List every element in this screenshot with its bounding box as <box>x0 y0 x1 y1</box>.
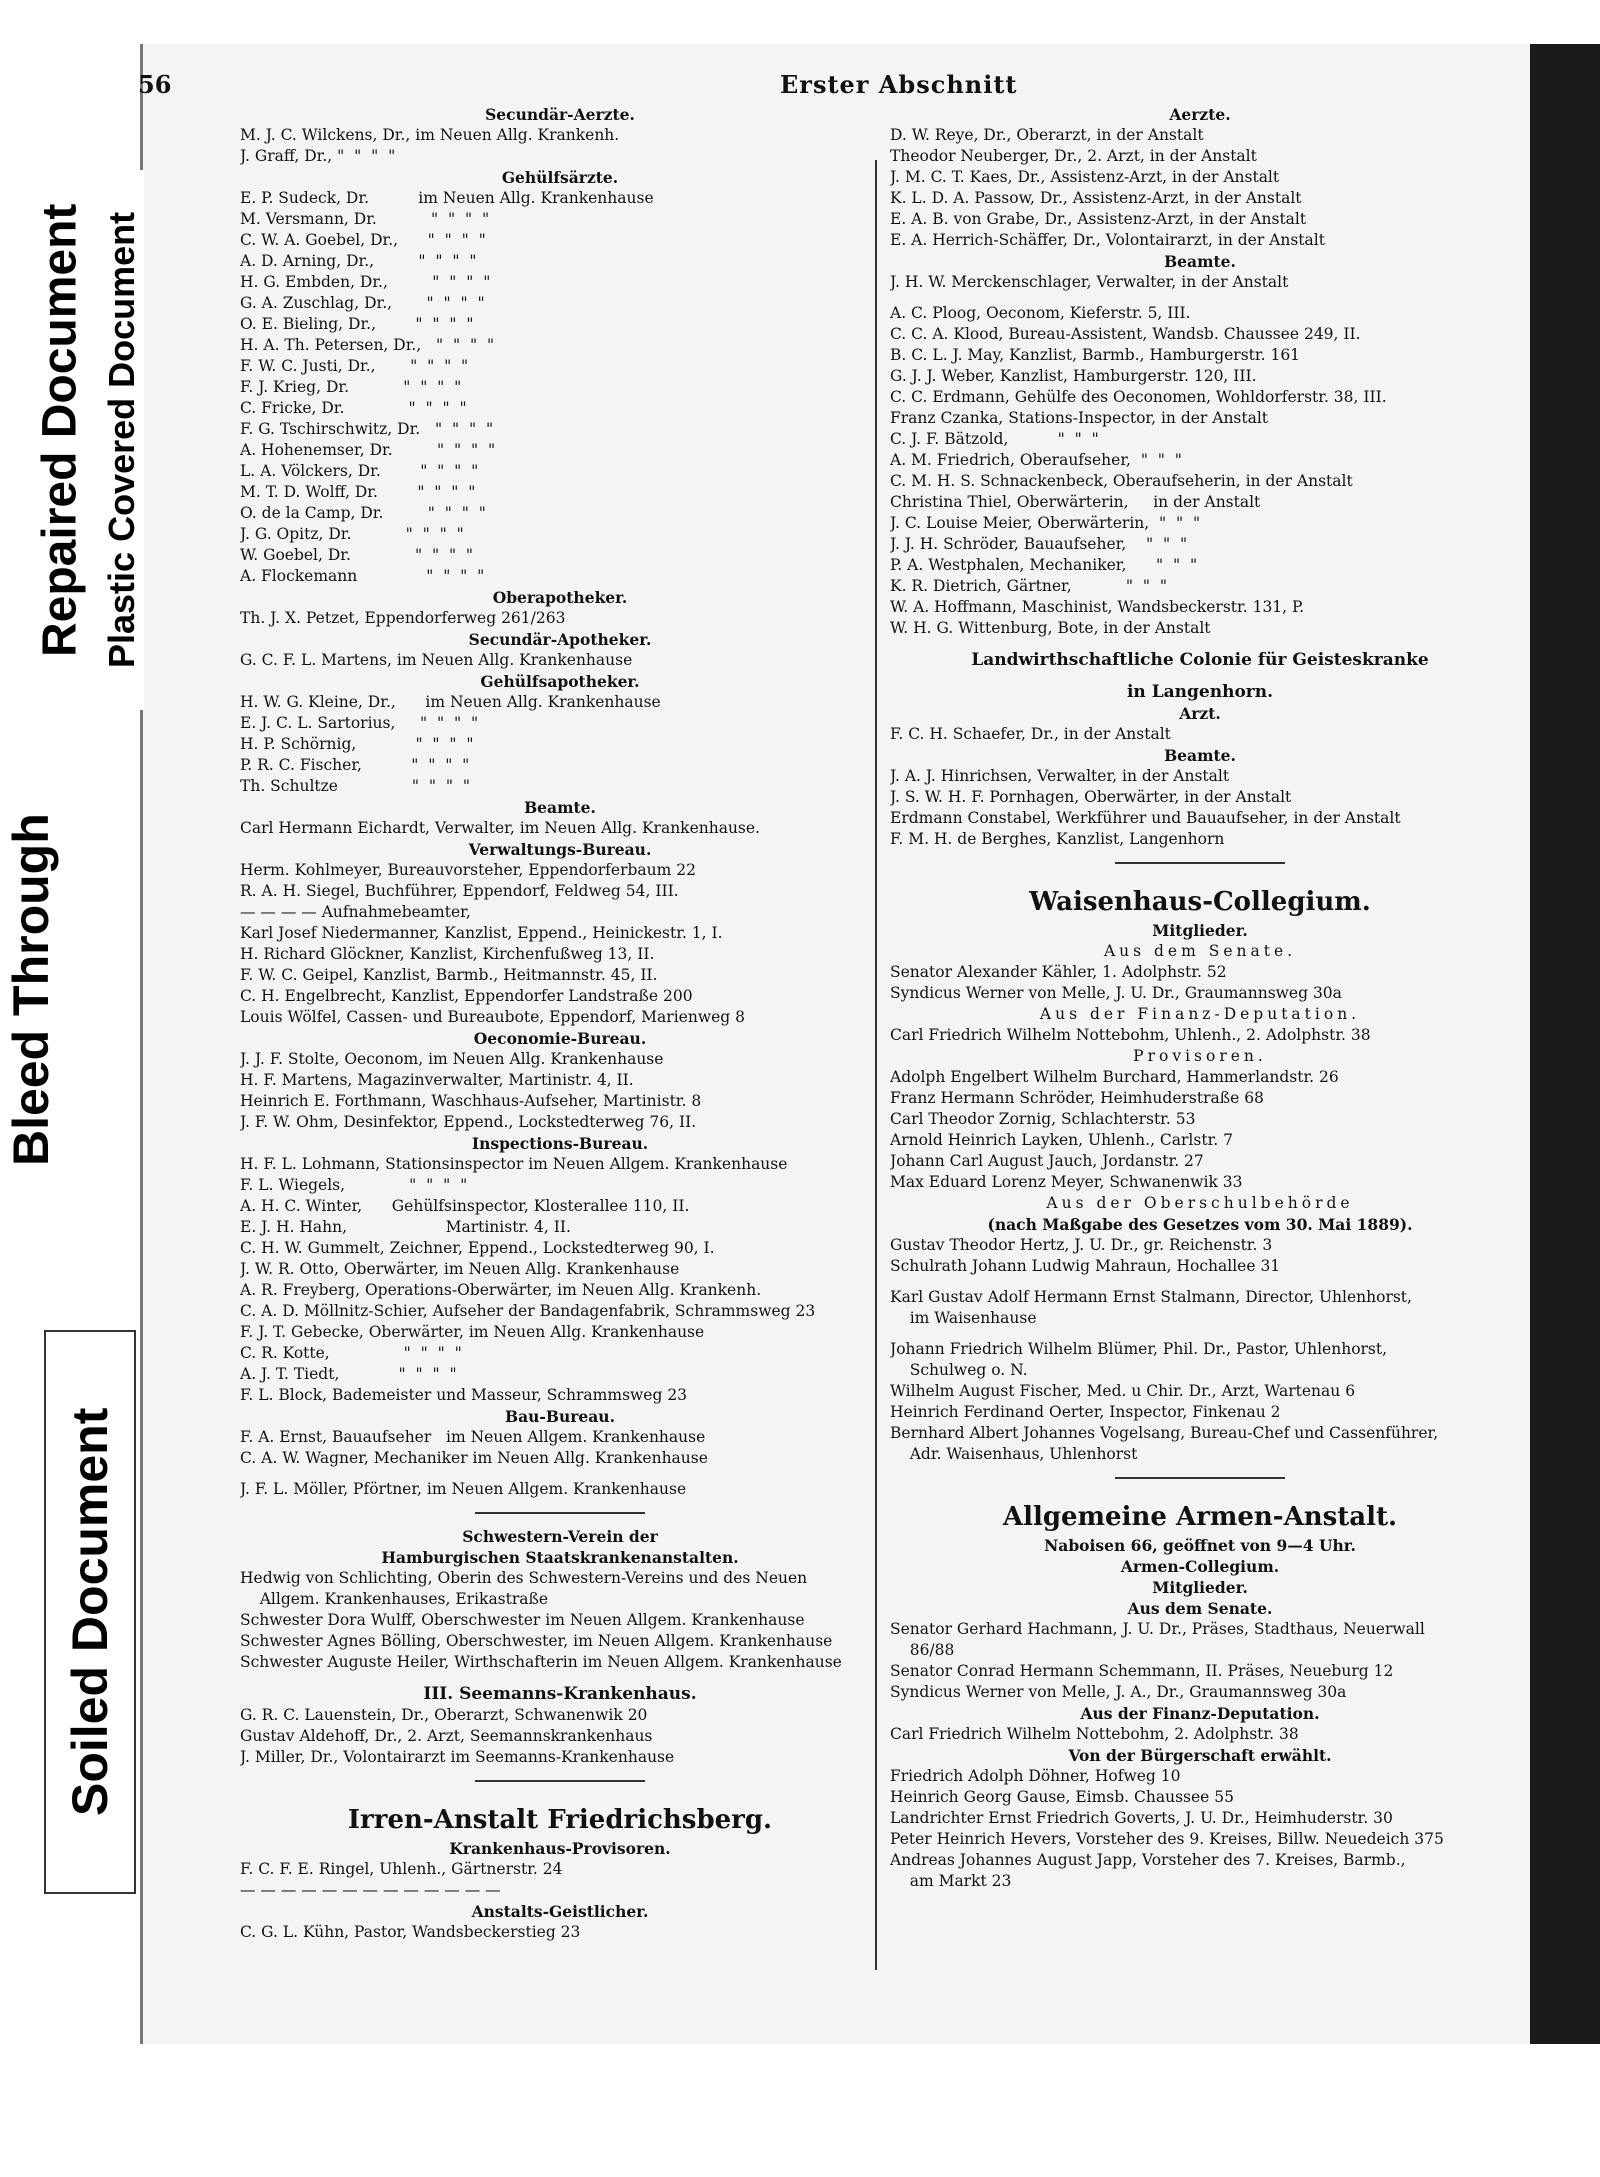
entry-line: C. A. D. Möllnitz-Schier, Aufseher der Bandagenfabrik, Schrammsweg 23 <box>240 1302 816 1320</box>
section-heading: Verwaltungs-Bureau. <box>468 840 652 859</box>
entry-line: Christina Thiel, Oberwärterin, in der Anstalt <box>890 493 1261 511</box>
entry-line: P. A. Westphalen, Mechaniker, " " " <box>890 556 1198 574</box>
entry-line: J. M. C. T. Kaes, Dr., Assistenz-Arzt, in der Anstalt <box>890 168 1280 186</box>
entry-line: J. F. L. Möller, Pförtner, im Neuen Allgem. Krankenhause <box>240 1480 687 1498</box>
book-spine-edge <box>1530 44 1600 2044</box>
repaired-document-label: Repaired Document <box>34 150 86 710</box>
entry-line: G. C. F. L. Martens, im Neuen Allg. Krankenhause <box>240 651 633 669</box>
entry-line: K. L. D. A. Passow, Dr., Assistenz-Arzt, in der Anstalt <box>890 189 1302 207</box>
entry-line: Adolph Engelbert Wilhelm Burchard, Hammerlandstr. 26 <box>890 1068 1339 1086</box>
section-heading: Krankenhaus-Provisoren. <box>449 1839 671 1858</box>
spaced-heading: Aus der Oberschulbehörde <box>1046 1194 1354 1212</box>
entry-line: Theodor Neuberger, Dr., 2. Arzt, in der Anstalt <box>890 147 1257 165</box>
entry-line: Schulweg o. N. <box>890 1361 1028 1379</box>
entry-line: Carl Theodor Zornig, Schlachterstr. 53 <box>890 1110 1196 1128</box>
entry-line: J. Graff, Dr., " " " " <box>240 147 396 165</box>
entry-line: C. W. A. Goebel, Dr., " " " " <box>240 231 486 249</box>
entry-line: J. J. H. Schröder, Bauaufseher, " " " <box>890 535 1188 553</box>
entry-line: F. C. F. E. Ringel, Uhlenh., Gärtnerstr. 24 <box>240 1860 563 1878</box>
entry-line: H. P. Schörnig, " " " " <box>240 735 474 753</box>
spacer <box>890 1329 1510 1339</box>
section-heading: Anstalts-Geistlicher. <box>471 1902 649 1921</box>
entry-line: F. W. C. Geipel, Kanzlist, Barmb., Heitmannstr. 45, II. <box>240 966 658 984</box>
institution-title: Waisenhaus-Collegium. <box>1029 887 1371 917</box>
spacer <box>890 293 1510 303</box>
entry-line: Schwester Dora Wulff, Oberschwester im Neuen Allgem. Krankenhause <box>240 1611 805 1629</box>
entry-line: C. H. Engelbrecht, Kanzlist, Eppendorfer Landstraße 200 <box>240 987 693 1005</box>
entry-line: J. H. W. Merckenschlager, Verwalter, in der Anstalt <box>890 273 1289 291</box>
entry-line: M. T. D. Wolff, Dr. " " " " <box>240 483 476 501</box>
plastic-covered-document-label: Plastic Covered Document <box>100 170 144 710</box>
entry-line: Gustav Theodor Hertz, J. U. Dr., gr. Reichenstr. 3 <box>890 1236 1273 1254</box>
entry-line: H. G. Embden, Dr., " " " " <box>240 273 491 291</box>
entry-line: E. J. H. Hahn, Martinistr. 4, II. <box>240 1218 571 1236</box>
entry-line: H. W. G. Kleine, Dr., im Neuen Allg. Krankenhause <box>240 693 661 711</box>
section-heading: Beamte. <box>1164 746 1236 765</box>
entry-line: H. Richard Glöckner, Kanzlist, Kirchenfußweg 13, II. <box>240 945 655 963</box>
entry-line: Schulrath Johann Ludwig Mahraun, Hochallee 31 <box>890 1257 1281 1275</box>
separator-rule <box>1115 862 1285 864</box>
entry-line: Schwester Agnes Bölling, Oberschwester, im Neuen Allgem. Krankenhause <box>240 1632 833 1650</box>
entry-line: O. de la Camp, Dr. " " " " <box>240 504 486 522</box>
spaced-heading: Aus der Finanz-Deputation. <box>1039 1005 1361 1023</box>
section-heading: Gehülfsapotheker. <box>480 672 640 691</box>
section-heading: Beamte. <box>524 798 596 817</box>
entry-line: Karl Gustav Adolf Hermann Ernst Stalmann, Director, Uhlenhorst, <box>890 1288 1412 1306</box>
section-heading: Hamburgischen Staatskrankenanstalten. <box>381 1548 739 1567</box>
section-heading: Arzt. <box>1179 704 1221 723</box>
entry-line: F. J. Krieg, Dr. " " " " <box>240 378 462 396</box>
entry-line: F. J. T. Gebecke, Oberwärter, im Neuen Allg. Krankenhause <box>240 1323 705 1341</box>
entry-line: Heinrich Georg Gause, Eimsb. Chaussee 55 <box>890 1788 1234 1806</box>
entry-line: Bernhard Albert Johannes Vogelsang, Bureau-Chef und Cassenführer, <box>890 1424 1439 1442</box>
entry-line: Max Eduard Lorenz Meyer, Schwanenwik 33 <box>890 1173 1243 1191</box>
section-heading: Aerzte. <box>1169 105 1231 124</box>
section-heading: Mitglieder. <box>1152 921 1248 940</box>
entry-line: Louis Wölfel, Cassen- und Bureaubote, Eppendorf, Marienweg 8 <box>240 1008 745 1026</box>
section-heading: Inspections-Bureau. <box>471 1134 649 1153</box>
entry-line: A. Hohenemser, Dr. " " " " <box>240 441 496 459</box>
section-heading: Aus dem Senate. <box>1127 1599 1273 1618</box>
entry-line: C. C. Erdmann, Gehülfe des Oeconomen, Wohldorferstr. 38, III. <box>890 388 1387 406</box>
separator-rule <box>1115 1477 1285 1479</box>
entry-line: Gustav Aldehoff, Dr., 2. Arzt, Seemannskrankenhaus <box>240 1727 653 1745</box>
entry-line: A. M. Friedrich, Oberaufseher, " " " <box>890 451 1182 469</box>
entry-line: Landrichter Ernst Friedrich Goverts, J. U. Dr., Heimhuderstr. 30 <box>890 1809 1393 1827</box>
entry-line: — — — — — — — — — — — — — <box>240 1881 501 1899</box>
entry-line: J. C. Louise Meier, Oberwärterin, " " " <box>890 514 1201 532</box>
entry-line: C. C. A. Klood, Bureau-Assistent, Wandsb. Chaussee 249, II. <box>890 325 1361 343</box>
page-number: 56 <box>138 70 172 99</box>
entry-line: Schwester Auguste Heiler, Wirthschafterin im Neuen Allgem. Krankenhause <box>240 1653 842 1671</box>
entry-line: C. A. W. Wagner, Mechaniker im Neuen Allg. Krankenhause <box>240 1449 708 1467</box>
entry-line: F. G. Tschirschwitz, Dr. " " " " <box>240 420 494 438</box>
section-heading: Armen-Collegium. <box>1120 1557 1280 1576</box>
entry-line: Arnold Heinrich Layken, Uhlenh., Carlstr. 7 <box>890 1131 1233 1149</box>
spaced-heading: Aus dem Senate. <box>1103 942 1297 960</box>
entry-line: Carl Friedrich Wilhelm Nottebohm, 2. Adolphstr. 38 <box>890 1725 1299 1743</box>
entry-line: J. J. F. Stolte, Oeconom, im Neuen Allg. Krankenhause <box>240 1050 664 1068</box>
entry-line: Andreas Johannes August Japp, Vorsteher des 7. Kreises, Barmb., <box>890 1851 1406 1869</box>
entry-line: Carl Hermann Eichardt, Verwalter, im Neuen Allg. Krankenhause. <box>240 819 760 837</box>
entry-line: Franz Hermann Schröder, Heimhuderstraße 68 <box>890 1089 1264 1107</box>
entry-line: C. G. L. Kühn, Pastor, Wandsbeckerstieg 23 <box>240 1923 581 1941</box>
entry-line: Herm. Kohlmeyer, Bureauvorsteher, Eppendorferbaum 22 <box>240 861 696 879</box>
section-heading: Mitglieder. <box>1152 1578 1248 1597</box>
section-heading: Beamte. <box>1164 252 1236 271</box>
entry-line: Th. Schultze " " " " <box>240 777 470 795</box>
section-heading: Bau-Bureau. <box>505 1407 615 1426</box>
section-heading: Von der Bürgerschaft erwählt. <box>1068 1746 1332 1765</box>
entry-line: A. H. C. Winter, Gehülfsinspector, Klosterallee 110, II. <box>240 1197 690 1215</box>
entry-line: Wilhelm August Fischer, Med. u Chir. Dr., Arzt, Wartenau 6 <box>890 1382 1356 1400</box>
entry-line: M. J. C. Wilckens, Dr., im Neuen Allg. Krankenh. <box>240 126 620 144</box>
entry-line: Syndicus Werner von Melle, J. A., Dr., Graumannsweg 30a <box>890 1683 1347 1701</box>
entry-line: Karl Josef Niedermanner, Kanzlist, Eppend., Heinickestr. 1, I. <box>240 924 723 942</box>
entry-line: E. A. B. von Grabe, Dr., Assistenz-Arzt, in der Anstalt <box>890 210 1307 228</box>
section-heading: Aus der Finanz-Deputation. <box>1080 1704 1320 1723</box>
centered-note: (nach Maßgabe des Gesetzes vom 30. Mai 1889). <box>987 1215 1413 1234</box>
separator-rule <box>475 1512 645 1514</box>
entry-line: A. R. Freyberg, Operations-Oberwärter, im Neuen Allg. Krankenh. <box>240 1281 762 1299</box>
entry-line: C. R. Kotte, " " " " <box>240 1344 462 1362</box>
entry-line: Hedwig von Schlichting, Oberin des Schwestern-Vereins und des Neuen <box>240 1569 808 1587</box>
subsection-title: in Langenhorn. <box>1126 682 1274 702</box>
bleed-through-label: Bleed Through <box>0 740 62 1240</box>
entry-line: Carl Friedrich Wilhelm Nottebohm, Uhlenh., 2. Adolphstr. 38 <box>890 1026 1371 1044</box>
entry-line: K. R. Dietrich, Gärtner, " " " <box>890 577 1167 595</box>
running-head: Erster Abschnitt <box>780 70 1018 99</box>
entry-line: Heinrich E. Forthmann, Waschhaus-Aufseher, Martinistr. 8 <box>240 1092 702 1110</box>
entry-line: Johann Friedrich Wilhelm Blümer, Phil. Dr., Pastor, Uhlenhorst, <box>890 1340 1388 1358</box>
entry-line: Th. J. X. Petzet, Eppendorferweg 261/263 <box>240 609 566 627</box>
entry-line: Friedrich Adolph Döhner, Hofweg 10 <box>890 1767 1181 1785</box>
entry-line: im Waisenhause <box>890 1309 1037 1327</box>
section-heading: Oeconomie-Bureau. <box>473 1029 647 1048</box>
entry-line: Senator Alexander Kähler, 1. Adolphstr. 52 <box>890 963 1227 981</box>
entry-line: W. Goebel, Dr. " " " " <box>240 546 474 564</box>
entry-line: G. A. Zuschlag, Dr., " " " " <box>240 294 485 312</box>
entry-line: F. C. H. Schaefer, Dr., in der Anstalt <box>890 725 1171 743</box>
entry-line: E. J. C. L. Sartorius, " " " " <box>240 714 479 732</box>
entry-line: E. A. Herrich-Schäffer, Dr., Volontairarzt, in der Anstalt <box>890 231 1325 249</box>
entry-line: F. W. C. Justi, Dr., " " " " <box>240 357 469 375</box>
entry-line: J. A. J. Hinrichsen, Verwalter, in der Anstalt <box>890 767 1230 785</box>
entry-line: W. H. G. Wittenburg, Bote, in der Anstalt <box>890 619 1211 637</box>
entry-line: Senator Conrad Hermann Schemmann, II. Präses, Neueburg 12 <box>890 1662 1394 1680</box>
entry-line: M. Versmann, Dr. " " " " <box>240 210 490 228</box>
entry-line: A. C. Ploog, Oeconom, Kieferstr. 5, III. <box>890 304 1191 322</box>
entry-line: C. J. F. Bätzold, " " " <box>890 430 1099 448</box>
institution-title: Allgemeine Armen-Anstalt. <box>1002 1502 1398 1532</box>
entry-line: W. A. Hoffmann, Maschinist, Wandsbeckerstr. 131, P. <box>890 598 1305 616</box>
entry-line: A. J. T. Tiedt, " " " " <box>240 1365 457 1383</box>
entry-line: Johann Carl August Jauch, Jordanstr. 27 <box>890 1152 1204 1170</box>
entry-line: J. Miller, Dr., Volontairarzt im Seemanns-Krankenhause <box>240 1748 675 1766</box>
subsection-title: III. Seemanns-Krankenhaus. <box>423 1684 697 1704</box>
entry-line: O. E. Bieling, Dr., " " " " <box>240 315 474 333</box>
entry-line: Senator Gerhard Hachmann, J. U. Dr., Präses, Stadthaus, Neuerwall <box>890 1620 1425 1638</box>
entry-line: J. F. W. Ohm, Desinfektor, Eppend., Lockstedterweg 76, II. <box>240 1113 697 1131</box>
entry-line: 86/88 <box>890 1641 955 1659</box>
entry-line: F. A. Ernst, Bauaufseher im Neuen Allgem. Krankenhause <box>240 1428 706 1446</box>
entry-line: Franz Czanka, Stations-Inspector, in der Anstalt <box>890 409 1269 427</box>
entry-line: H. F. L. Lohmann, Stationsinspector im Neuen Allgem. Krankenhause <box>240 1155 788 1173</box>
soiled-document-label: Soiled Document <box>44 1330 136 1894</box>
entry-line: — — — — Aufnahmebeamter, <box>240 903 471 921</box>
section-heading: Secundär-Aerzte. <box>485 105 635 124</box>
entry-line: L. A. Völckers, Dr. " " " " <box>240 462 479 480</box>
section-heading: Secundär-Apotheker. <box>468 630 652 649</box>
entry-line: F. L. Wiegels, " " " " <box>240 1176 468 1194</box>
section-heading: Schwestern-Verein der <box>462 1527 658 1546</box>
entry-line: B. C. L. J. May, Kanzlist, Barmb., Hamburgerstr. 161 <box>890 346 1301 364</box>
entry-line: F. L. Block, Bademeister und Masseur, Schrammsweg 23 <box>240 1386 688 1404</box>
entry-line: J. S. W. H. F. Pornhagen, Oberwärter, in der Anstalt <box>890 788 1292 806</box>
entry-line: G. R. C. Lauenstein, Dr., Oberarzt, Schwanenwik 20 <box>240 1706 648 1724</box>
entry-line: C. H. W. Gummelt, Zeichner, Eppend., Lockstedterweg 90, I. <box>240 1239 715 1257</box>
spacer <box>890 1277 1510 1287</box>
section-heading: Oberapotheker. <box>492 588 628 607</box>
entry-line: J. G. Opitz, Dr. " " " " <box>240 525 464 543</box>
spaced-heading: Provisoren. <box>1133 1047 1267 1065</box>
left-column <box>240 104 880 1943</box>
separator-rule <box>475 1780 645 1782</box>
centered-note: Naboisen 66, geöffnet von 9—4 Uhr. <box>1044 1536 1356 1555</box>
subsection-title: Landwirthschaftliche Colonie für Geisteskranke <box>971 650 1429 670</box>
entry-line: H. F. Martens, Magazinverwalter, Martinistr. 4, II. <box>240 1071 634 1089</box>
institution-title: Irren-Anstalt Friedrichsberg. <box>347 1805 773 1835</box>
entry-line: P. R. C. Fischer, " " " " <box>240 756 470 774</box>
entry-line: Adr. Waisenhaus, Uhlenhorst <box>890 1445 1138 1463</box>
entry-line: C. Fricke, Dr. " " " " <box>240 399 467 417</box>
entry-line: D. W. Reye, Dr., Oberarzt, in der Anstalt <box>890 126 1204 144</box>
entry-line: A. D. Arning, Dr., " " " " <box>240 252 477 270</box>
spacer <box>240 1469 880 1479</box>
entry-line: A. Flockemann " " " " <box>240 567 485 585</box>
entry-line: Allgem. Krankenhauses, Erikastraße <box>240 1590 549 1608</box>
entry-line: H. A. Th. Petersen, Dr., " " " " <box>240 336 495 354</box>
entry-line: Erdmann Constabel, Werkführer und Bauaufseher, in der Anstalt <box>890 809 1401 827</box>
section-heading: Gehülfsärzte. <box>501 168 619 187</box>
entry-line: F. M. H. de Berghes, Kanzlist, Langenhorn <box>890 830 1225 848</box>
entry-line: Peter Heinrich Hevers, Vorsteher des 9. Kreises, Billw. Neuedeich 375 <box>890 1830 1444 1848</box>
entry-line: C. M. H. S. Schnackenbeck, Oberaufseherin, in der Anstalt <box>890 472 1353 490</box>
entry-line: J. W. R. Otto, Oberwärter, im Neuen Allg. Krankenhause <box>240 1260 680 1278</box>
entry-line: am Markt 23 <box>890 1872 1012 1890</box>
entry-line: G. J. J. Weber, Kanzlist, Hamburgerstr. 120, III. <box>890 367 1257 385</box>
entry-line: E. P. Sudeck, Dr. im Neuen Allg. Krankenhause <box>240 189 654 207</box>
entry-line: R. A. H. Siegel, Buchführer, Eppendorf, Feldweg 54, III. <box>240 882 679 900</box>
entry-line: Heinrich Ferdinand Oerter, Inspector, Finkenau 2 <box>890 1403 1281 1421</box>
right-column <box>890 104 1510 1892</box>
entry-line: Syndicus Werner von Melle, J. U. Dr., Graumannsweg 30a <box>890 984 1342 1002</box>
